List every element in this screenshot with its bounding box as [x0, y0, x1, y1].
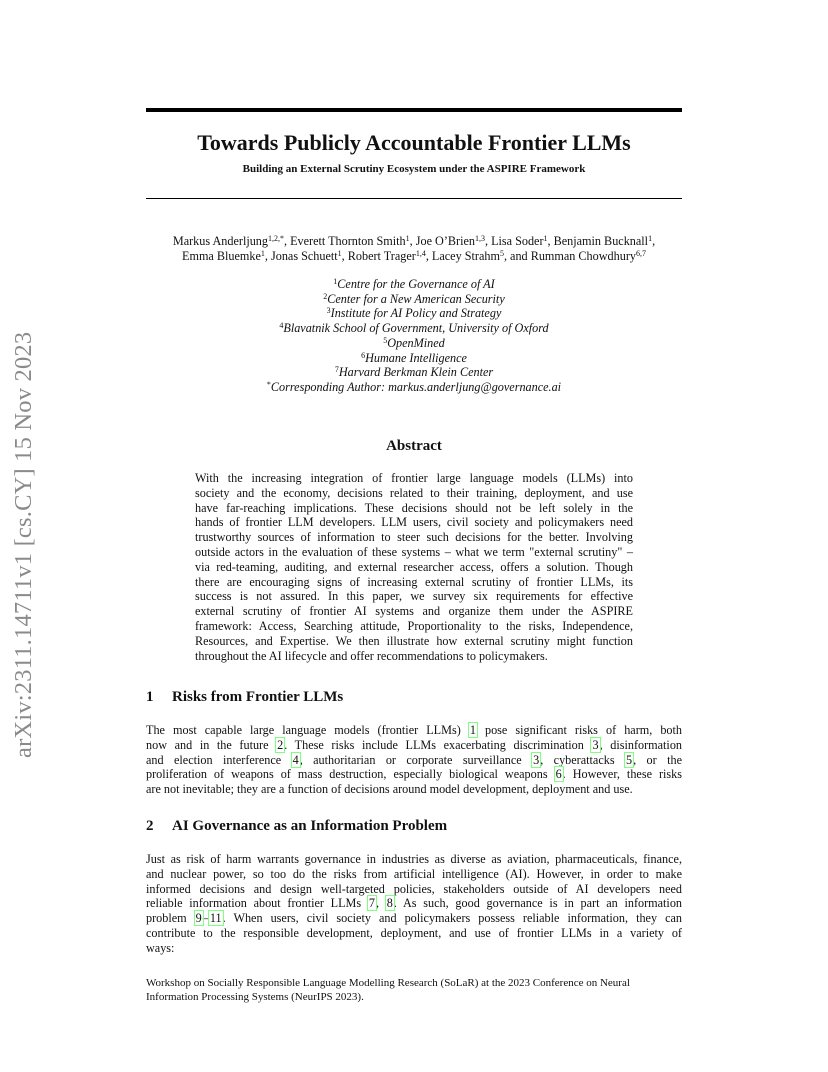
affiliation-name: Center for a New American Security [327, 291, 505, 306]
author-separator: , [547, 234, 554, 248]
abstract-line: via red-teaming, auditing, and external researcher access, offers a solution. Though [195, 559, 633, 574]
citation-link[interactable]: 11 [209, 911, 222, 926]
text-run: , authoritarian or corporate surveillance [299, 752, 533, 767]
affiliation-name: Blavatnik School of Government, University of Oxford [283, 321, 549, 336]
author-name: Joe O’Brien [415, 234, 475, 248]
text-run: and election interference [146, 752, 292, 767]
text-run: . These risks include LLMs exacerbating discrimination [284, 737, 592, 752]
section-2-heading [146, 818, 682, 835]
affiliation-marker: 6 [361, 350, 366, 360]
paragraph-line [146, 723, 682, 738]
author-name: Emma Bluemke [182, 249, 261, 263]
affiliation-marker: 3 [326, 306, 331, 316]
paper-title: Towards Publicly Accountable Frontier LLMs [197, 130, 631, 155]
abstract-line: throughout the AI lifecycle and offer recommendations to policymakers. [195, 648, 548, 663]
abstract-line: there are encouraging signs of increasing external scrutiny of frontier LLMs, its [195, 574, 633, 589]
affiliation-marker: 1 [333, 277, 338, 286]
affiliation-name: Harvard Berkman Klein Center [338, 365, 494, 380]
author-separator: , [425, 249, 432, 263]
affiliation-marker: 1 [405, 234, 410, 243]
section-title: Risks from Frontier LLMs [172, 689, 344, 705]
affiliation-marker: 6,7 [635, 249, 646, 258]
author-separator: , [484, 234, 492, 248]
affiliation-marker: 1 [648, 234, 653, 243]
abstract-line: trustworthy sources of information to steer such decisions for the better. Involving [195, 530, 633, 545]
affiliation [146, 306, 682, 321]
affiliation [146, 277, 682, 292]
section-1-heading [146, 689, 682, 706]
affiliation-name: Centre for the Governance of AI [337, 277, 495, 291]
affiliation-name: Corresponding Author: markus.anderljung@governance.ai [270, 379, 562, 394]
affiliation-marker: 1,2,* [268, 234, 284, 243]
text-run: The most capable large language models (frontier LLMs) [146, 723, 469, 737]
text-run: , [375, 896, 386, 911]
text-run: Just as risk of harm warrants governance in industries as diverse as aviation, pharmaceuticals, finance, [146, 852, 682, 866]
affiliation-marker: 7 [334, 365, 339, 375]
paragraph-line [146, 852, 682, 867]
affiliation-marker: 1,3 [474, 234, 485, 243]
author-name: Benjamin Bucknall [553, 234, 649, 248]
venue-footnote [146, 977, 682, 1004]
author-line [140, 249, 688, 264]
citation-link[interactable]: 2 [277, 737, 284, 752]
text-run: contribute to the responsible development, deployment, and use of frontier LLMs in a variety of [146, 925, 682, 940]
citation-link[interactable]: 8 [386, 896, 393, 911]
footnote-line: Workshop on Socially Responsible Language Modelling Research (SoLaR) at the 2023 Conference on Neural [146, 977, 630, 989]
affiliation [146, 380, 682, 395]
affiliation-marker: 5 [383, 335, 388, 345]
text-run: are not inevitable; they are a function of decisions around model development, deployment and use. [146, 782, 633, 797]
affiliation-list [146, 277, 682, 395]
abstract-line: success is not assured. In this paper, we survey six requirements for effective [195, 589, 633, 604]
affiliation [146, 321, 682, 336]
title-top-rule [146, 108, 682, 112]
author-separator: , [264, 249, 271, 263]
citation-link[interactable]: 6 [555, 767, 562, 782]
abstract-line: society and the economy, decisions related to their training, deployment, and use [195, 485, 633, 500]
abstract-line: With the increasing integration of frontier large language models (LLMs) into [195, 471, 633, 485]
text-run: , or the [633, 752, 682, 767]
paragraph-line [146, 911, 682, 926]
abstract-heading: Abstract [386, 438, 442, 454]
author-name: Robert Trager [347, 249, 416, 263]
citation-link[interactable]: 1 [469, 723, 476, 737]
author-separator: , and [503, 249, 531, 263]
citation-link[interactable]: 3 [592, 737, 599, 752]
affiliation [146, 336, 682, 351]
abstract-line: outside actors in the evaluation of these systems – what we term "external scrutiny" – [195, 544, 633, 559]
affiliation-marker: * [266, 379, 271, 389]
affiliation-marker: 4 [279, 321, 284, 331]
paragraph-line [146, 896, 682, 911]
text-run: pose significant risks of harm, both [476, 723, 683, 737]
author-name: Lisa Soder [491, 234, 544, 248]
title-bottom-rule [146, 198, 682, 199]
section-number: 1 [146, 689, 154, 705]
arxiv-identifier: arXiv:2311.14711v1 [cs.CY] 15 Nov 2023 [10, 331, 37, 758]
affiliation-marker: 1,4 [415, 249, 426, 258]
paragraph-line [146, 753, 682, 768]
citation-link[interactable]: 9 [195, 911, 202, 926]
citation-link[interactable]: 7 [368, 896, 375, 911]
author-separator: , [284, 234, 291, 248]
affiliation-marker: 2 [323, 291, 328, 301]
citation-link[interactable]: 3 [533, 752, 540, 767]
text-run: . However, these risks [562, 767, 682, 782]
paragraph-line [146, 782, 682, 797]
abstract-line: external scrutiny of frontier AI systems and organize them under the ASPIRE [195, 604, 633, 619]
text-run: , disinformation [599, 737, 683, 752]
text-run: and nuclear power, so too do the risks from artificial intelligence (AI). However, in order to make [146, 866, 682, 881]
text-run: informed decisions and design well-targeted policies, stakeholders outside of AI developers need [146, 881, 682, 896]
section-2-text [146, 852, 682, 956]
text-run: reliable information about frontier LLMs [146, 896, 368, 911]
author-name: Markus Anderljung [172, 234, 268, 248]
paragraph-line [146, 882, 682, 897]
text-run: problem [146, 911, 195, 926]
paper-subtitle: Building an External Scrutiny Ecosystem under the ASPIRE Framework [242, 163, 586, 175]
abstract-line: hands of frontier LLM developers. LLM users, civil society and policymakers need [195, 515, 633, 530]
section-number: 2 [146, 818, 154, 834]
affiliation-marker: 1 [543, 234, 548, 243]
section-title: AI Governance as an Information Problem [172, 818, 448, 834]
affiliation [146, 292, 682, 307]
text-run: , cyberattacks [540, 752, 625, 767]
author-list [140, 234, 688, 264]
paragraph-line [146, 767, 682, 782]
text-run: – [202, 911, 209, 926]
text-run: ways: [146, 940, 175, 955]
text-run: now and in the future [146, 737, 277, 752]
author-line [140, 234, 688, 249]
abstract-line: Resources, and Expertise. We then illustrate how external scrutiny might function [195, 633, 633, 648]
affiliation-name: Humane Intelligence [365, 350, 467, 365]
citation-link[interactable]: 4 [292, 752, 299, 767]
text-run: proliferation of weapons of mass destruction, especially biological weapons [146, 767, 555, 782]
author-name: Everett Thornton Smith [290, 234, 406, 248]
author-name: Rumman Chowdhury [530, 249, 636, 263]
section-1-text [146, 723, 682, 797]
affiliation [146, 351, 682, 366]
abstract-line: have far-reaching implications. These decisions should not be left solely in the [195, 500, 633, 515]
paragraph-line [146, 867, 682, 882]
author-name: Lacey Strahm [431, 249, 500, 263]
footnote-line: Information Processing Systems (NeurIPS 2023). [146, 990, 364, 1003]
affiliation-marker: 5 [499, 249, 504, 258]
affiliation [146, 365, 682, 380]
abstract-line: framework: Access, Searching attitude, Proportionality to the risks, Independence, [195, 618, 633, 633]
author-separator: , [409, 234, 416, 248]
citation-link[interactable]: 5 [625, 752, 633, 767]
paragraph-line [146, 926, 682, 941]
affiliation-marker: 1 [260, 249, 265, 258]
abstract-text [195, 471, 633, 663]
paragraph-line [146, 941, 682, 956]
author-separator: , [341, 249, 348, 263]
author-separator: , [652, 234, 656, 248]
affiliation-name: OpenMined [387, 335, 445, 350]
paragraph-line [146, 738, 682, 753]
text-run: . As such, good governance is in part an information [393, 896, 683, 911]
affiliation-marker: 1 [337, 249, 342, 258]
text-run: . When users, civil society and policymakers possess reliable information, they can [222, 911, 682, 926]
affiliation-name: Institute for AI Policy and Strategy [330, 306, 502, 321]
author-name: Jonas Schuett [270, 249, 338, 263]
